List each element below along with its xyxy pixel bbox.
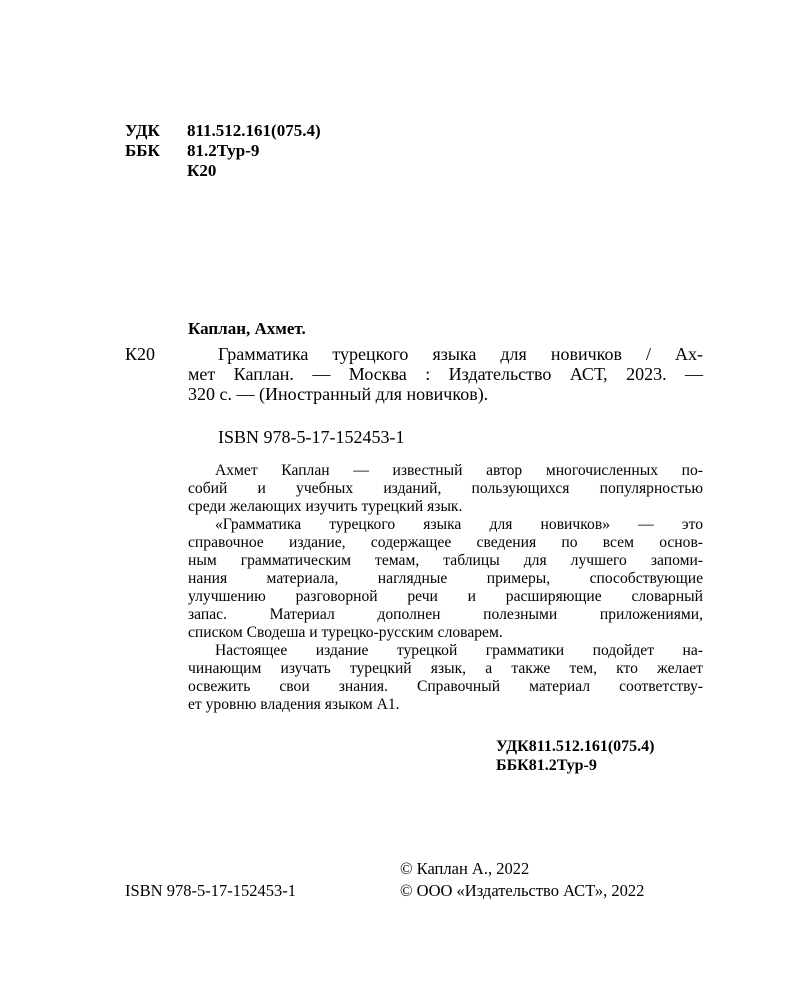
annotation-line: ет уровню владения языком А1. bbox=[188, 696, 400, 713]
annotation-line: собий и учебных изданий, пользующихся популярностью bbox=[188, 480, 703, 497]
annotation-line: «Грамматика турецкого языка для новичков» — это bbox=[215, 516, 703, 533]
annotation-line: списком Сводеша и турецко-русским словарем. bbox=[188, 624, 503, 641]
udk-label: УДК bbox=[125, 121, 160, 140]
annotation-line: Настоящее издание турецкой грамматики подойдет на- bbox=[215, 642, 703, 659]
biblio-line-3: 320 с. — (Иностранный для новичков). bbox=[188, 384, 489, 404]
copyright-author: © Каплан А., 2022 bbox=[400, 859, 530, 878]
biblio-line-2: мет Каплан. — Москва : Издательство АСТ, 2023. — bbox=[188, 364, 703, 384]
bbk-code: ББК81.2Тур-9 bbox=[496, 757, 597, 774]
author-heading: Каплан, Ахмет. bbox=[188, 319, 306, 338]
annotation-line: Ахмет Каплан — известный автор многочисленных по- bbox=[215, 462, 703, 479]
annotation-line: освежить свои знания. Справочный материал соответству- bbox=[188, 678, 703, 695]
footer-isbn: ISBN 978-5-17-152453-1 bbox=[125, 881, 296, 900]
annotation-line: ным грамматическим темам, таблицы для лучшего запоми- bbox=[188, 552, 703, 569]
annotation-line: нания материала, наглядные примеры, способствующие bbox=[188, 570, 703, 587]
entry-isbn: ISBN 978-5-17-152453-1 bbox=[218, 427, 405, 447]
bbk-value: 81.2Тур-9 bbox=[187, 141, 260, 160]
author-mark-top: К20 bbox=[187, 161, 217, 180]
annotation-line: среди желающих изучить турецкий язык. bbox=[188, 498, 463, 515]
annotation-line: улучшению разговорной речи и расширяющие словарный bbox=[188, 588, 703, 605]
bbk-label: ББК bbox=[125, 141, 160, 160]
biblio-line-1: Грамматика турецкого языка для новичков / Ах- bbox=[218, 344, 703, 364]
annotation-line: запас. Материал дополнен полезными приложениями, bbox=[188, 606, 703, 623]
annotation-line: чинающим изучать турецкий язык, а также тем, кто желает bbox=[188, 660, 703, 677]
udk-code: УДК811.512.161(075.4) bbox=[496, 738, 655, 755]
author-mark: К20 bbox=[125, 344, 156, 364]
copyright-publisher: © ООО «Издательство АСТ», 2022 bbox=[400, 881, 645, 900]
udk-value: 811.512.161(075.4) bbox=[187, 121, 321, 140]
annotation-line: справочное издание, содержащее сведения по всем основ- bbox=[188, 534, 703, 551]
